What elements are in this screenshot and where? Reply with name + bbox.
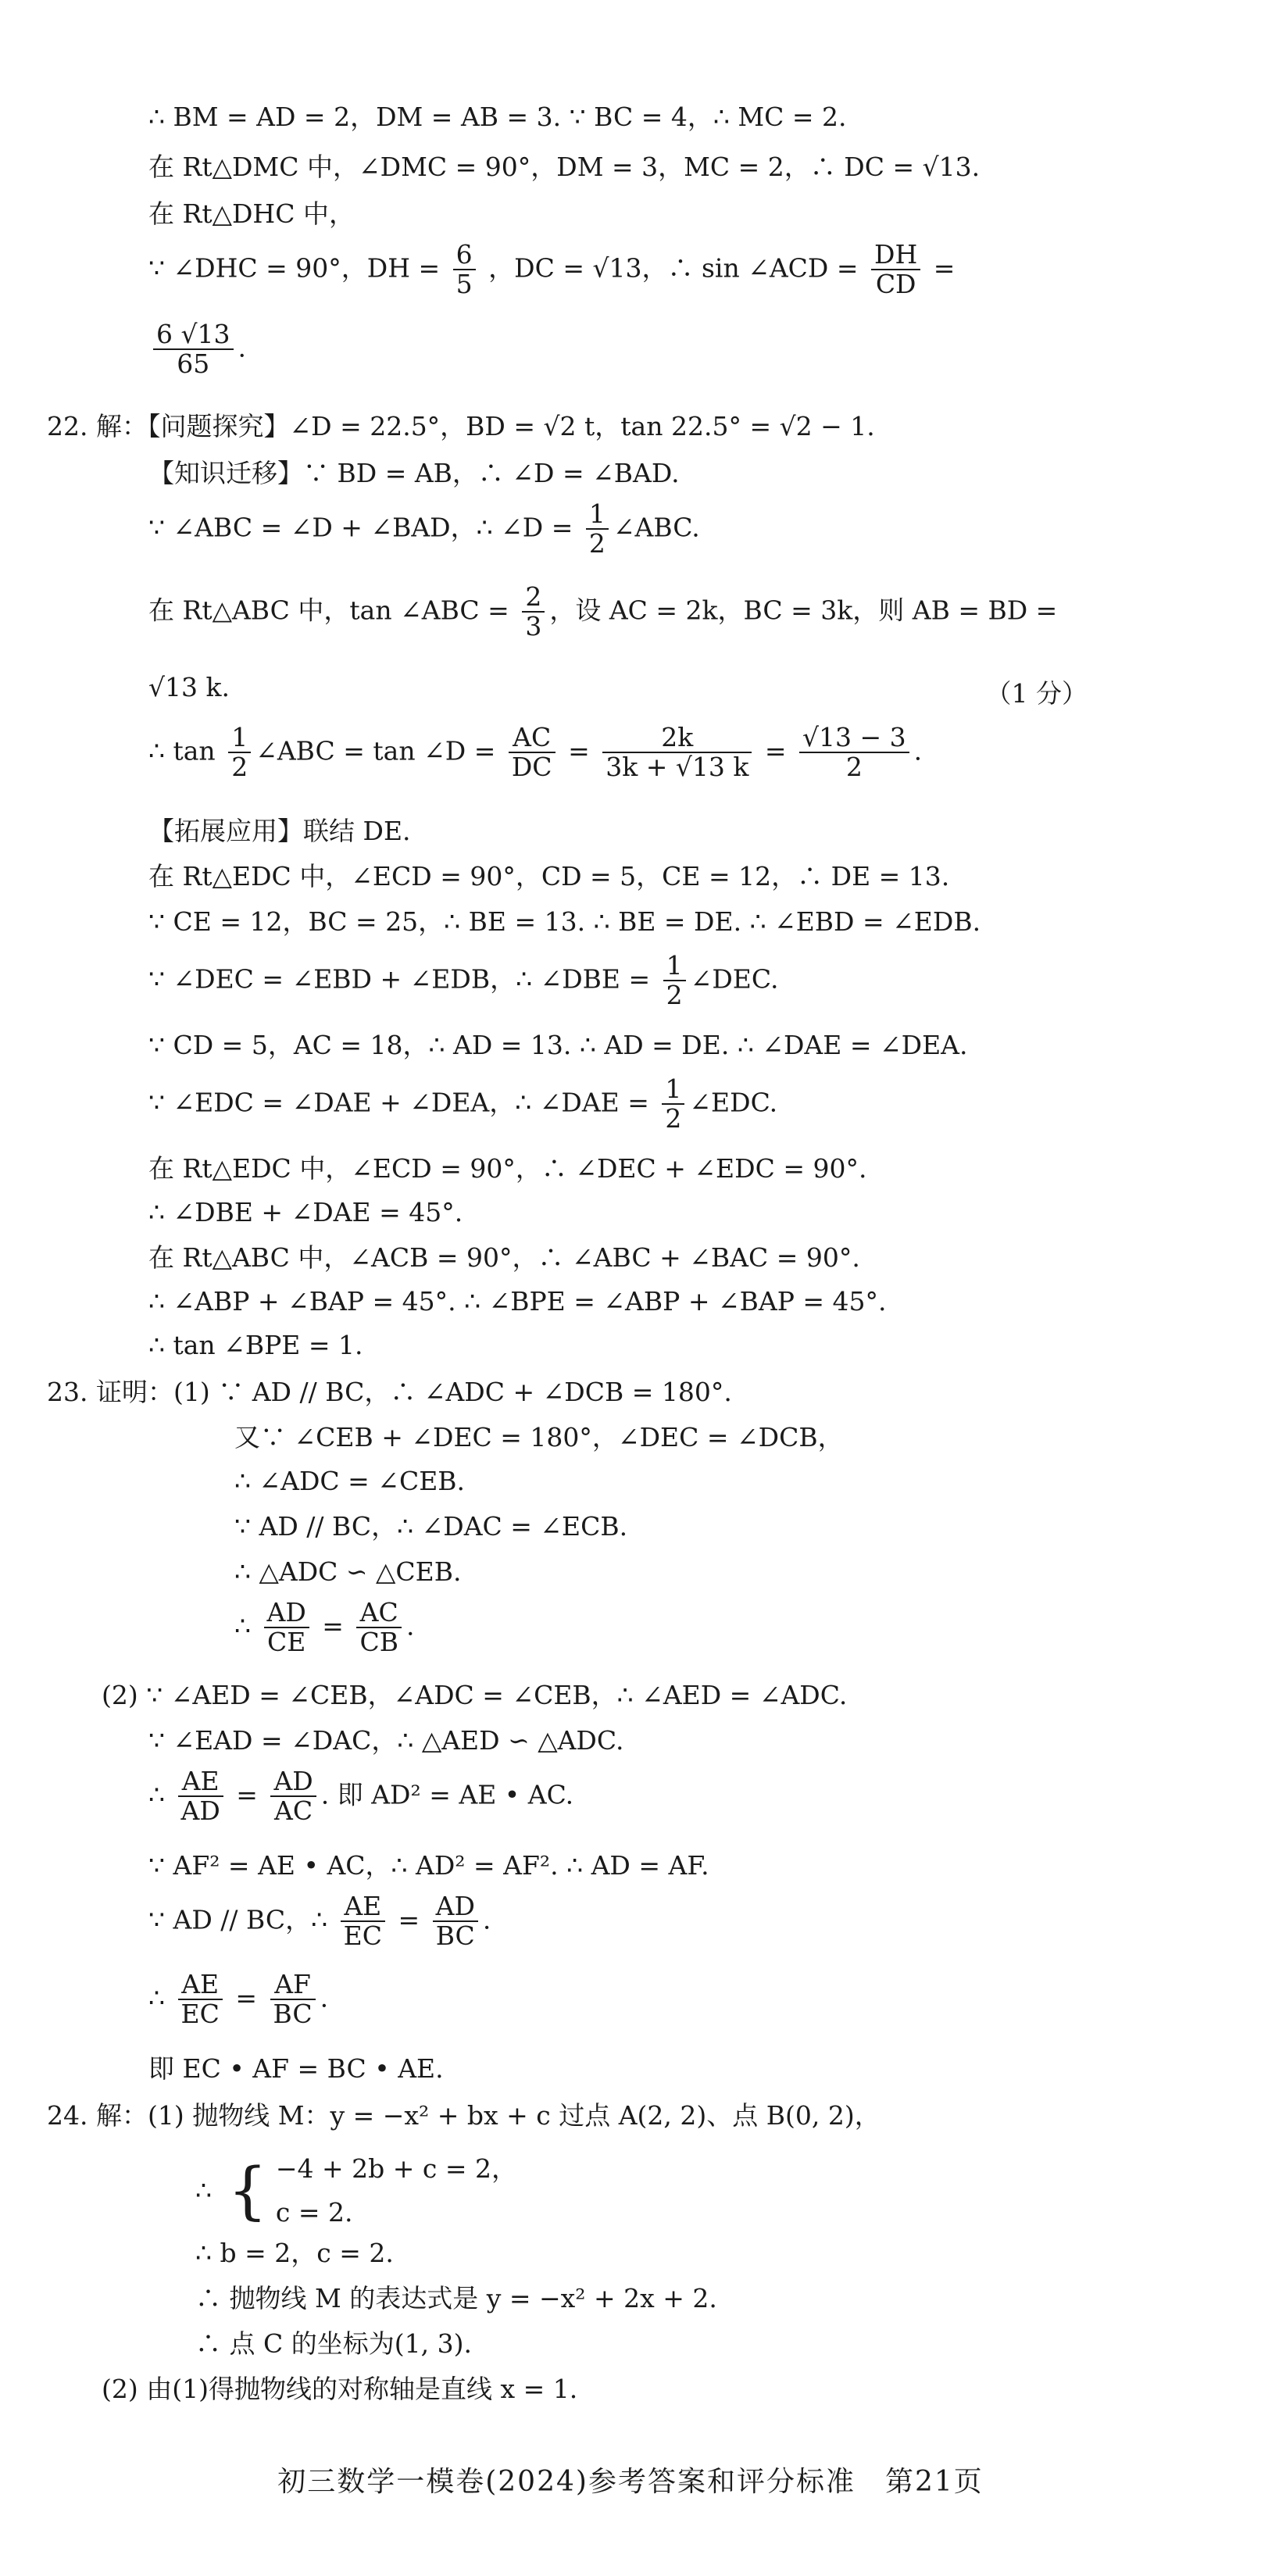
line: 在 Rt△DHC 中，: [148, 198, 355, 229]
text: =: [568, 735, 590, 766]
text: . 即 AD² = AE • AC.: [320, 1779, 574, 1810]
fraction: [662, 1075, 684, 1134]
denominator: 5: [453, 269, 476, 298]
fraction: [509, 723, 555, 782]
numerator: AE: [344, 1891, 382, 1921]
text: ∴: [148, 1779, 165, 1810]
numerator: AF: [274, 1969, 311, 1999]
fraction: [799, 723, 909, 782]
line: (2) 由(1)得抛物线的对称轴是直线 x = 1.: [102, 2374, 578, 2404]
line: 在 Rt△ABC 中，∠ACB = 90°，∴ ∠ABC + ∠BAC = 90°.: [148, 1242, 860, 1273]
text: ∵ AD // BC，∴: [148, 1904, 328, 1935]
fraction: [341, 1892, 385, 1951]
denominator: 2: [586, 528, 609, 558]
text: =: [235, 1982, 257, 2013]
math-line: [148, 1767, 573, 1826]
denominator: 3k + √13 k: [602, 752, 752, 781]
line: ∵ AF² = AE • AC，∴ AD² = AF². ∴ AD = AF.: [148, 1850, 709, 1881]
fraction: [663, 952, 686, 1010]
text: ，DC = √13，∴ sin ∠ACD =: [488, 252, 859, 284]
line: ∵ CD = 5，AC = 18，∴ AD = 13. ∴ AD = DE. ∴ ∠DAE = ∠DEA.: [148, 1030, 968, 1060]
numerator: 1: [588, 498, 605, 529]
denominator: CB: [356, 1627, 402, 1656]
line: 在 Rt△EDC 中，∠ECD = 90°，∴ ∠DEC + ∠EDC = 90°.: [148, 1153, 867, 1184]
equation: c = 2.: [275, 2197, 353, 2228]
text: ∵ ∠EDC = ∠DAE + ∠DEA，∴ ∠DAE =: [148, 1087, 649, 1118]
denominator: 2: [662, 1103, 684, 1133]
numerator: 2: [525, 581, 542, 612]
line: ∴ △ADC ∽ △CEB.: [234, 1556, 462, 1587]
text: 在 Rt△ABC 中，tan ∠ABC =: [148, 595, 509, 626]
numerator: 6 √13: [156, 319, 230, 349]
text: ∴ tan: [148, 735, 216, 766]
line: 在 Rt△DMC 中，∠DMC = 90°，DM = 3，MC = 2，∴ DC = √13.: [148, 152, 981, 182]
line: 【拓展应用】联结 DE.: [148, 816, 411, 846]
math-line: [148, 241, 955, 299]
numerator: AD: [435, 1891, 475, 1921]
text: .: [913, 735, 923, 766]
text: =: [236, 1779, 258, 1810]
fraction: [433, 1892, 478, 1951]
denominator: DC: [509, 752, 555, 781]
text: ，设 AC = 2k，BC = 3k，则 AB = BD =: [549, 595, 1058, 626]
numerator: AC: [359, 1597, 398, 1627]
line: ∴ BM = AD = 2，DM = AB = 3. ∵ BC = 4，∴ MC = 2.: [148, 102, 847, 132]
denominator: 2: [228, 752, 251, 781]
line: ∴ ∠ABP + ∠BAP = 45°. ∴ ∠BPE = ∠ABP + ∠BAP = 45°.: [148, 1286, 887, 1317]
numerator: √13 − 3: [802, 722, 906, 752]
text: .: [405, 1610, 415, 1642]
line: √13 k.: [148, 672, 230, 702]
numerator: AD: [266, 1597, 306, 1627]
fraction: [586, 500, 609, 559]
line: ∵ CE = 12，BC = 25，∴ BE = 13. ∴ BE = DE. ∴ ∠EBD = ∠EDB.: [148, 906, 981, 937]
line: ∵ AD // BC，∴ ∠DAC = ∠ECB.: [234, 1511, 628, 1542]
denominator: CE: [264, 1627, 309, 1656]
line: ∴ ∠ADC = ∠CEB.: [234, 1466, 466, 1496]
score-note: （1 分）: [985, 678, 1088, 709]
page-footer: 初三数学一模卷(2024)参考答案和评分标准 第21页: [277, 2466, 984, 2498]
math-line: [148, 1970, 328, 2029]
line: 又∵ ∠CEB + ∠DEC = 180°，∠DEC = ∠DCB，: [234, 1422, 844, 1452]
brace: {: [227, 2154, 268, 2228]
math-line: [148, 952, 778, 1010]
numerator: 6: [455, 239, 473, 270]
text: .: [238, 332, 247, 363]
line: ∴ tan ∠BPE = 1.: [148, 1330, 363, 1360]
numerator: AE: [181, 1766, 220, 1796]
numerator: DH: [874, 239, 918, 270]
text: ∴: [234, 1610, 251, 1642]
math-line: [148, 1075, 777, 1134]
fraction: [270, 1970, 316, 2029]
math-line: [148, 583, 1057, 641]
fraction: [522, 583, 545, 641]
line: 24. 解：(1) 抛物线 M：y = −x² + bx + c 过点 A(2, 2)、点 B(0, 2)，: [47, 2100, 881, 2131]
fraction: [453, 241, 476, 299]
fraction: [871, 241, 920, 299]
denominator: 3: [522, 611, 545, 641]
line: 即 EC • AF = BC • AE.: [148, 2053, 444, 2084]
line: 在 Rt△EDC 中，∠ECD = 90°，CD = 5，CE = 12，∴ DE = 13.: [148, 861, 950, 891]
numerator: 1: [665, 1074, 682, 1104]
system-of-equations: [195, 2147, 517, 2235]
math-line: [148, 723, 922, 782]
line: (2) ∵ ∠AED = ∠CEB，∠ADC = ∠CEB，∴ ∠AED = ∠ADC.: [102, 1680, 848, 1710]
numerator: 1: [666, 950, 683, 981]
numerator: 1: [231, 722, 248, 752]
fraction: [178, 1970, 223, 2029]
denominator: 2: [799, 752, 909, 781]
denominator: 65: [153, 348, 234, 378]
line: 22. 解：【问题探究】∠D = 22.5°，BD = √2 t，tan 22.5° = √2 − 1.: [47, 411, 875, 441]
math-line: [234, 1599, 414, 1657]
line: ∵ ∠EAD = ∠DAC，∴ △AED ∽ △ADC.: [148, 1725, 624, 1756]
numerator: AC: [513, 722, 552, 752]
fraction: [356, 1599, 402, 1657]
denominator: CD: [871, 269, 920, 298]
denominator: EC: [178, 1999, 223, 2028]
text: =: [764, 735, 787, 766]
text: ∵ ∠DEC = ∠EBD + ∠EDB，∴ ∠DBE =: [148, 963, 651, 995]
text: =: [322, 1610, 344, 1642]
line: ∴ 抛物线 M 的表达式是 y = −x² + 2x + 2.: [195, 2283, 717, 2313]
equation: −4 + 2b + c = 2，: [275, 2153, 518, 2184]
text: ∠EDC.: [689, 1087, 778, 1118]
text: =: [398, 1904, 420, 1935]
denominator: AC: [270, 1795, 316, 1825]
text: ∴: [148, 1982, 165, 2013]
denominator: BC: [270, 1999, 316, 2028]
text: =: [933, 252, 956, 284]
equations: [276, 2147, 517, 2235]
text: .: [320, 1982, 329, 2013]
line: 23. 证明：(1) ∵ AD // BC，∴ ∠ADC + ∠DCB = 180°.: [47, 1377, 732, 1407]
denominator: BC: [433, 1920, 478, 1950]
text: ∴: [195, 2174, 212, 2206]
line: 【知识迁移】∵ BD = AB，∴ ∠D = ∠BAD.: [148, 458, 680, 488]
numerator: AD: [273, 1766, 313, 1796]
line: ∴ 点 C 的坐标为(1, 3).: [195, 2328, 472, 2359]
denominator: AD: [178, 1795, 223, 1825]
text: .: [482, 1904, 491, 1935]
math-line: [148, 500, 700, 559]
text: ∵ ∠DHC = 90°，DH =: [148, 252, 441, 284]
math-line: [148, 320, 246, 379]
fraction: [270, 1767, 316, 1826]
text: ∵ ∠ABC = ∠D + ∠BAD，∴ ∠D =: [148, 512, 573, 543]
text: ∠DEC.: [690, 963, 779, 995]
denominator: EC: [341, 1920, 385, 1950]
line: ∴ ∠DBE + ∠DAE = 45°.: [148, 1197, 463, 1227]
fraction: [264, 1599, 309, 1657]
fraction: [228, 723, 251, 782]
fraction: [178, 1767, 223, 1826]
text: ∠ABC = tan ∠D =: [255, 735, 496, 766]
fraction: [602, 723, 752, 782]
math-line: [148, 1892, 491, 1951]
numerator: AE: [181, 1969, 220, 1999]
line: ∴ b = 2，c = 2.: [195, 2238, 394, 2268]
fraction: [153, 320, 234, 379]
text: ∠ABC.: [613, 512, 700, 543]
numerator: 2k: [661, 722, 694, 752]
denominator: 2: [663, 980, 686, 1009]
